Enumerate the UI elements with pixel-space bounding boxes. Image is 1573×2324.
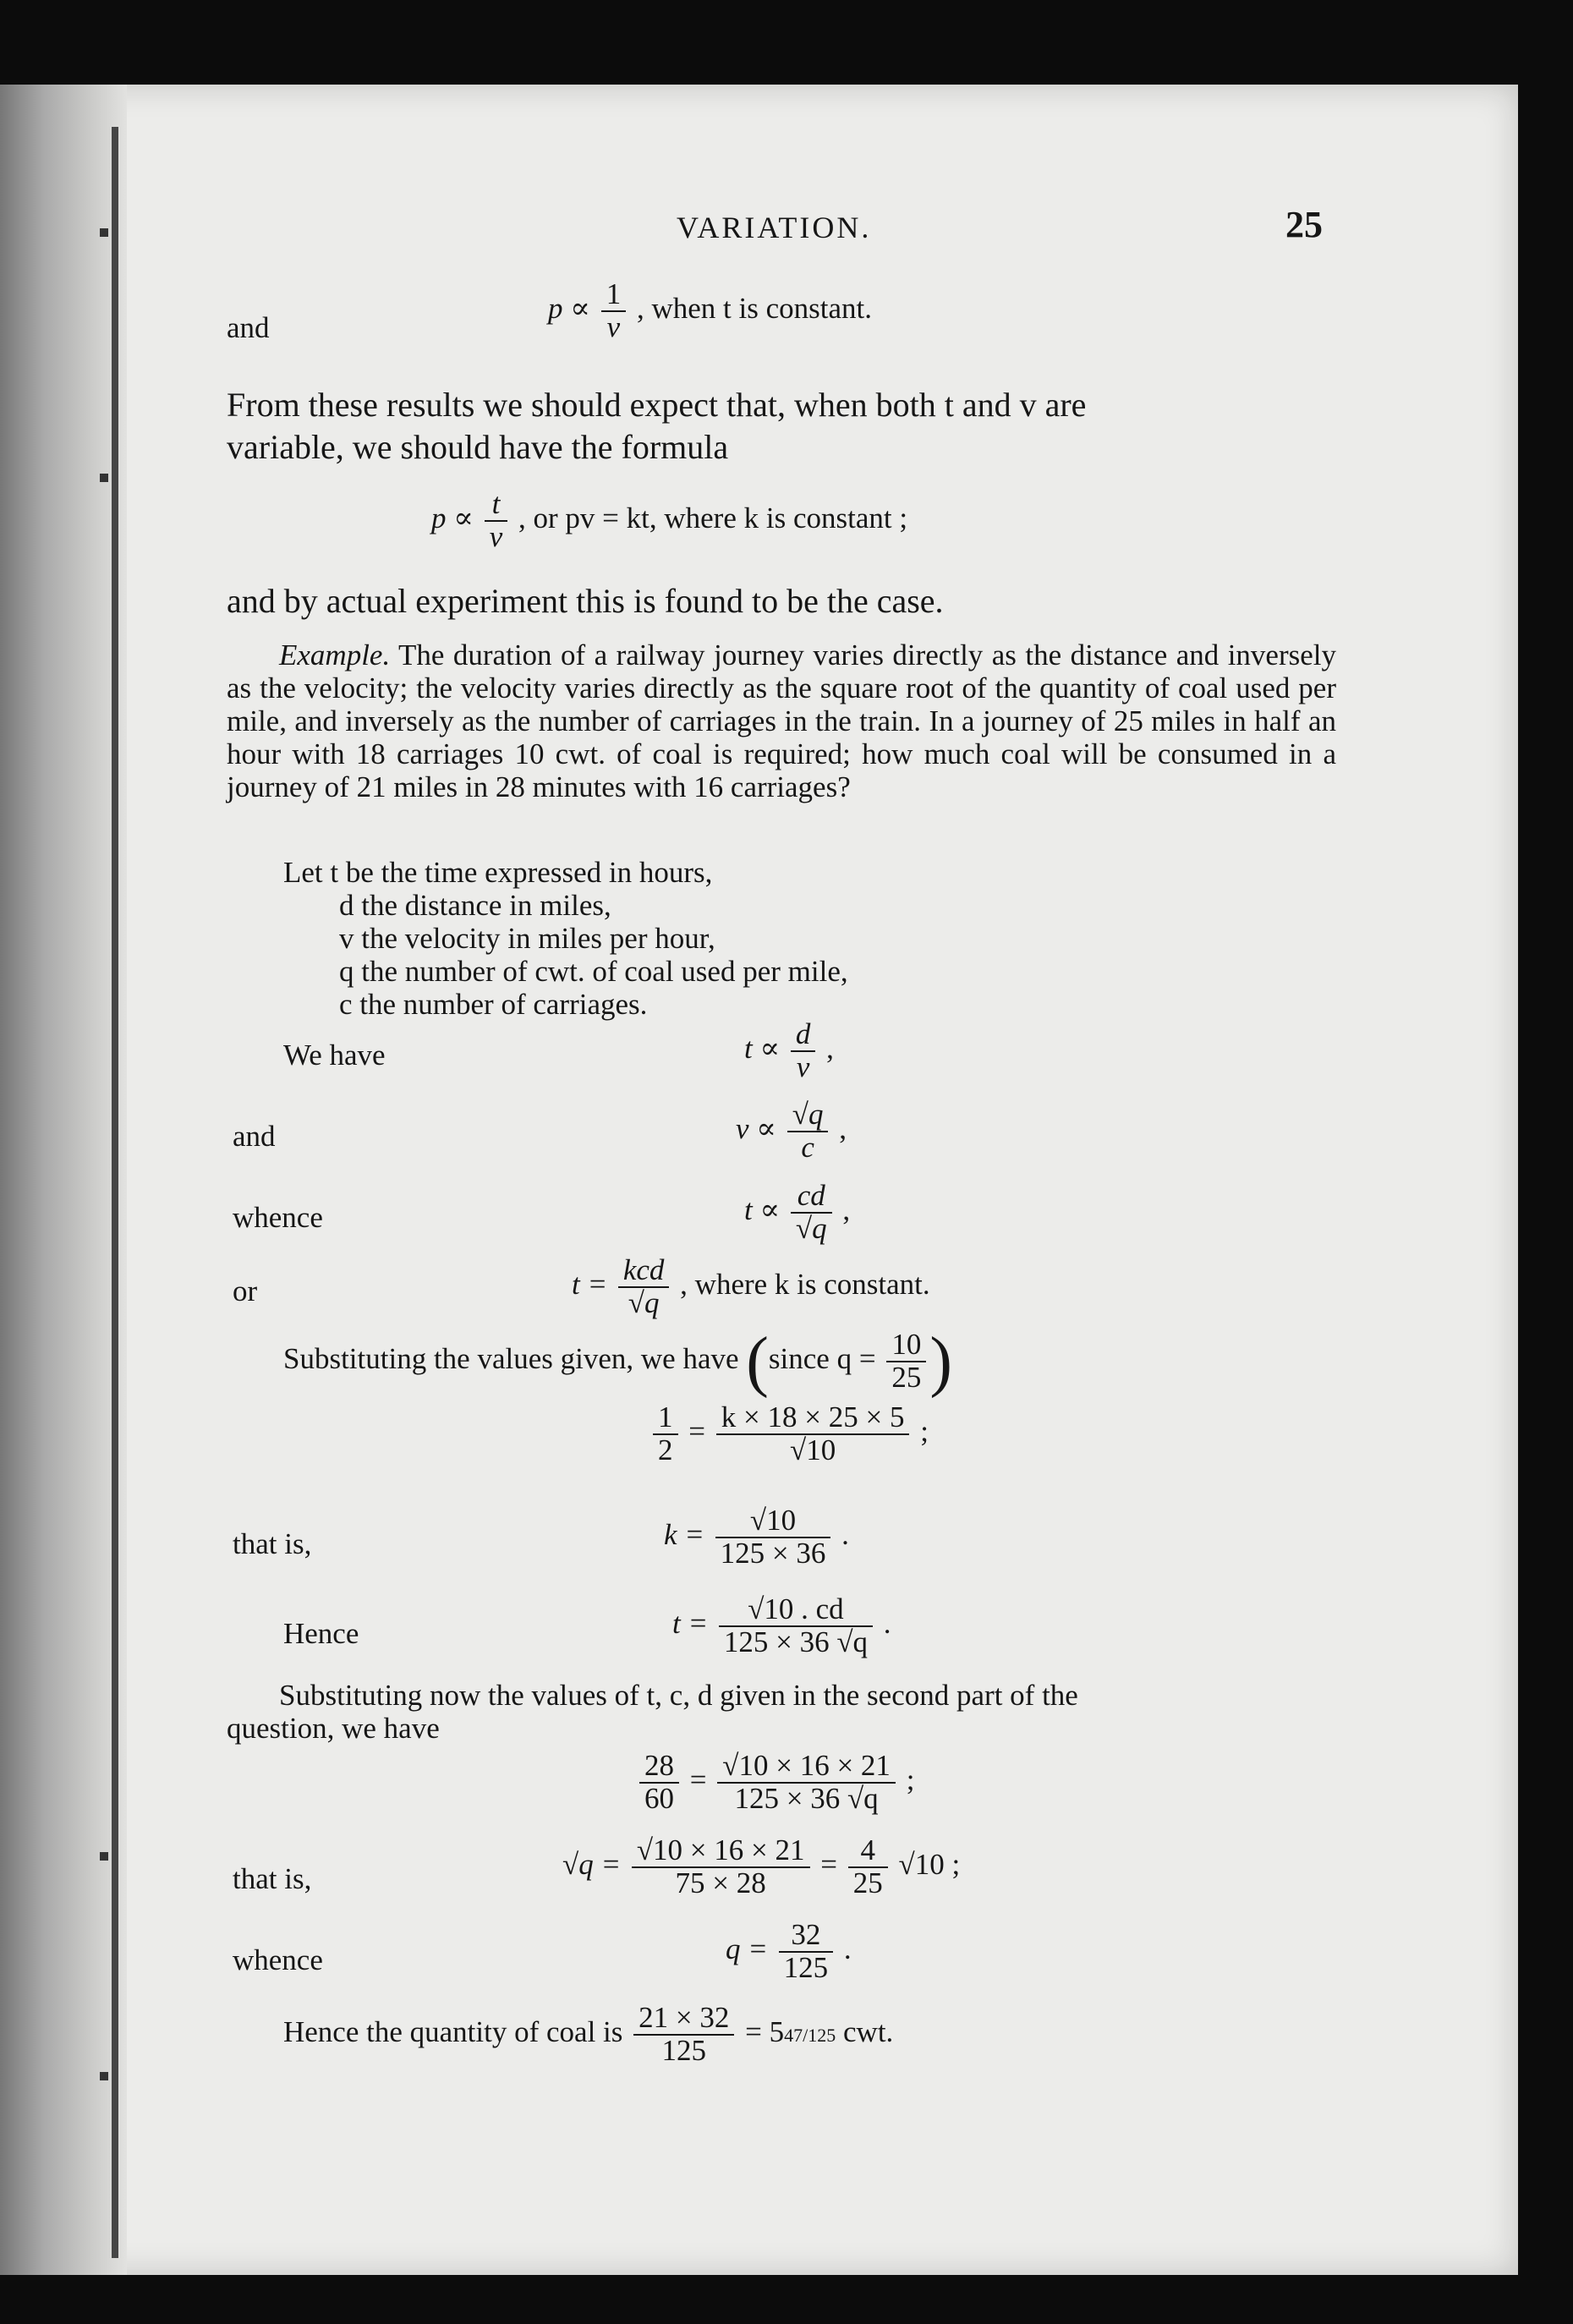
second-equation (636, 1751, 914, 1815)
rel4-fraction (618, 1255, 670, 1319)
rel1-fraction (791, 1019, 816, 1083)
definition-item: d the distance in miles, (339, 889, 611, 922)
sub-fraction (716, 1402, 910, 1466)
eq2-fraction (485, 489, 508, 553)
eq2-lhs: p ∝ (431, 501, 474, 534)
sqrt-q-num: √10 × 16 × 21 (636, 1833, 805, 1866)
sub-tail: ; (920, 1414, 929, 1448)
twenty-five-den: 25 (848, 1866, 888, 1899)
t-tail: . (883, 1606, 891, 1640)
final-den: 125 (633, 2034, 734, 2067)
conclusion: and by actual experiment this is found to be the case. (227, 582, 944, 620)
since-fraction (886, 1329, 926, 1394)
substitution-text: Substituting the values given, we have (283, 1342, 739, 1376)
k-equation (664, 1505, 849, 1570)
eq2-den: v (485, 520, 508, 553)
final-num: 21 × 32 (639, 2001, 730, 2034)
we-have-label: We have (283, 1039, 386, 1072)
eq1-label: and (227, 311, 270, 344)
rel4-lhs: t = (572, 1267, 608, 1301)
eq1-lhs: p ∝ (548, 291, 590, 325)
that-is-label-2: that is, (233, 1862, 312, 1895)
rel4-den: √q (618, 1286, 670, 1319)
rel2 (736, 1099, 847, 1164)
eq1 (548, 279, 872, 343)
final-fraction (633, 2003, 734, 2067)
final-result: = 5 (745, 2014, 785, 2048)
or-label: or (233, 1274, 258, 1307)
final-text: Hence the quantity of coal is (283, 2014, 623, 2048)
final-result-fraction: 47/125 (784, 2024, 836, 2046)
that-is-label: that is, (233, 1527, 312, 1560)
spine-edge (112, 127, 118, 2258)
eq1-tail: , when t is constant. (636, 291, 872, 325)
spine-mark (100, 2072, 108, 2080)
equals: = (688, 1414, 705, 1448)
four-25-fraction (848, 1835, 888, 1899)
q-tail: . (843, 1932, 852, 1965)
q-num: 32 (791, 1918, 821, 1951)
definition-item: v the velocity in miles per hour, (339, 922, 715, 955)
second-lhs-num: 28 (644, 1749, 674, 1782)
k-tail: . (841, 1517, 849, 1551)
sqrt-q-eq: = (820, 1847, 838, 1881)
t-den: 125 × 36 √q (719, 1625, 873, 1658)
second-tail: ; (906, 1762, 915, 1796)
rel4-num: kcd (622, 1253, 665, 1286)
rel1-den: v (791, 1050, 816, 1083)
hence-label: Hence (283, 1617, 359, 1650)
whence-label-2: whence (233, 1943, 323, 1976)
eq2-tail: , or pv = kt, where k is constant ; (518, 501, 908, 534)
rel1-lhs: t ∝ (744, 1031, 781, 1065)
spine-mark (100, 1852, 108, 1861)
since-num: 10 (891, 1328, 922, 1362)
example-label: Example. (279, 639, 391, 671)
second-lhs-den: 60 (639, 1782, 679, 1815)
eq1-fraction (601, 279, 627, 343)
sub-den: √10 (716, 1433, 910, 1466)
intro-line-2: variable, we should have the formula (227, 428, 729, 466)
half-fraction (653, 1402, 678, 1466)
substitution-equation (649, 1402, 929, 1466)
rel1-num: d (795, 1017, 811, 1050)
second-line-1: Substituting now the values of t, c, d given in the second part of the (279, 1679, 1078, 1712)
k-num: √10 (749, 1504, 797, 1537)
eq2-num: t (491, 487, 501, 520)
sqrt-q-lhs: √q = (562, 1847, 622, 1881)
whence-label: whence (233, 1201, 323, 1234)
second-rhs-num: √10 × 16 × 21 (722, 1749, 891, 1782)
q-fraction (779, 1920, 834, 1984)
rel2-lhs: v ∝ (736, 1111, 776, 1145)
k-fraction (715, 1505, 831, 1570)
spine-mark (100, 474, 108, 482)
q-lhs: q = (726, 1932, 768, 1965)
q-den: 125 (779, 1951, 834, 1984)
k-lhs: k = (664, 1517, 704, 1551)
intro-paragraph (227, 384, 1336, 469)
sqrt-q-fraction (632, 1835, 810, 1899)
rel4-tail: , where k is constant. (680, 1267, 930, 1301)
rel3-num: cd (797, 1179, 825, 1212)
since-den: 25 (886, 1361, 926, 1394)
definition-item: q the number of cwt. of coal used per mile, (339, 955, 848, 988)
t-fraction (719, 1594, 873, 1658)
second-line-2: question, we have (227, 1712, 440, 1745)
t-equation (672, 1594, 891, 1658)
rel3 (744, 1181, 850, 1245)
k-den: 125 × 36 (715, 1537, 831, 1570)
rel2-num: √q (792, 1098, 824, 1131)
sub-num: k × 18 × 25 × 5 (721, 1400, 905, 1433)
example-paragraph (227, 639, 1336, 803)
equals: = (689, 1762, 707, 1796)
spine-mark (100, 228, 108, 237)
four-num: 4 (860, 1833, 876, 1866)
rel3-den: √q (791, 1212, 832, 1245)
sqrt-q-equation (562, 1835, 960, 1899)
rel1 (744, 1019, 834, 1083)
right-paren: ) (929, 1324, 952, 1399)
definition-item: Let t be the time expressed in hours, (283, 856, 713, 889)
left-paren: ( (746, 1324, 769, 1399)
example-text: The duration of a railway journey varies directly as the distance and inversely as the velocity; the velocity varies directly as the square root of the quantity of coal used per mile, and inversely as the number of carriages in the train. In a journey of 25 miles in half an hour with 18 carriages 10 cwt. of coal is required; how much coal will be consumed in a journey of 21 miles in 28 minutes with 16 carriages? (227, 639, 1336, 803)
t-num: √10 . cd (748, 1592, 844, 1625)
page-number: 25 (1285, 204, 1323, 245)
rel4 (572, 1255, 930, 1319)
since-text: since q = (768, 1342, 876, 1376)
running-title: VARIATION. (677, 211, 872, 244)
rel2-tail: , (839, 1111, 847, 1145)
rel3-fraction (791, 1181, 832, 1245)
definitions-list (283, 856, 848, 1021)
eq2 (431, 489, 907, 553)
book-spine (0, 85, 127, 2275)
intro-line-1: From these results we should expect that, when both t and v are (227, 386, 1087, 424)
rel2-den: c (787, 1131, 829, 1164)
half-den: 2 (653, 1433, 678, 1466)
q-equation (726, 1920, 852, 1984)
half-num: 1 (658, 1400, 673, 1433)
sqrt-q-den: 75 × 28 (632, 1866, 810, 1899)
t-lhs: t = (672, 1606, 709, 1640)
rel3-tail: , (842, 1192, 851, 1226)
final-unit: cwt. (843, 2014, 894, 2048)
second-lhs-fraction (639, 1751, 679, 1815)
eq1-num: 1 (606, 277, 622, 310)
second-paragraph (227, 1679, 1336, 1745)
sqrt-q-tail: √10 ; (898, 1847, 961, 1881)
definition-item: c the number of carriages. (339, 988, 648, 1021)
second-rhs-den: 125 × 36 √q (717, 1782, 896, 1815)
rel3-lhs: t ∝ (744, 1192, 781, 1226)
substitution-line (283, 1324, 952, 1399)
final-line (283, 2003, 893, 2067)
eq1-den: v (601, 310, 627, 343)
and-label: and (233, 1120, 276, 1153)
rel2-fraction (787, 1099, 829, 1164)
rel1-tail: , (826, 1031, 834, 1065)
second-rhs-fraction (717, 1751, 896, 1815)
